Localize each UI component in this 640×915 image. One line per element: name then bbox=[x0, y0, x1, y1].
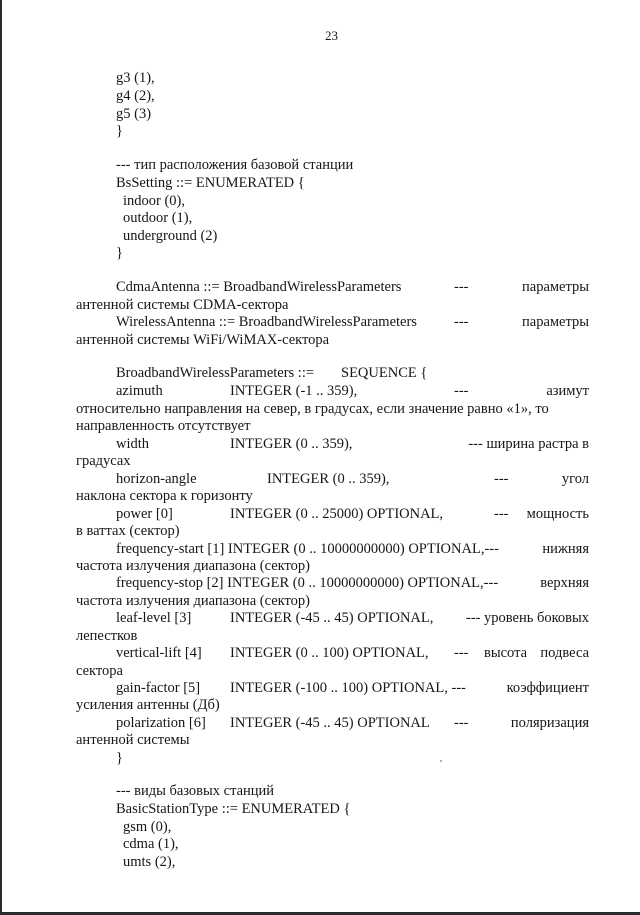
field-gain-factor: gain-factor [5] bbox=[116, 680, 201, 696]
enum-gsm: gsm (0), bbox=[123, 819, 172, 835]
scan-speck bbox=[440, 760, 442, 762]
field-polarization-type: INTEGER (-45 .. 45) OPTIONAL bbox=[230, 715, 430, 731]
cdma-antenna-dash: --- bbox=[454, 279, 469, 295]
field-frequency-start: frequency-start [1] INTEGER (0 .. 10000000000) OPTIONAL,--- bbox=[116, 541, 499, 557]
field-azimuth-comment-3: направленность отсутствует bbox=[76, 418, 251, 434]
field-horizon-angle-dash: --- bbox=[494, 471, 509, 487]
field-azimuth-type: INTEGER (-1 .. 359), bbox=[230, 383, 358, 399]
code-line-g3: g3 (1), bbox=[116, 70, 155, 86]
wireless-antenna-continued: антенной системы WiFi/WiMAX-сектора bbox=[76, 332, 330, 348]
cdma-antenna-decl: CdmaAntenna ::= BroadbandWirelessParameters bbox=[116, 279, 402, 295]
field-azimuth-dash: --- bbox=[454, 383, 469, 399]
field-power-dash: --- bbox=[494, 506, 509, 522]
page-number: 23 bbox=[325, 28, 338, 43]
field-vertical-lift-type: INTEGER (0 .. 100) OPTIONAL, bbox=[230, 645, 429, 661]
field-polarization: polarization [6] bbox=[116, 715, 206, 731]
code-line-g5: g5 (3) bbox=[116, 106, 152, 122]
field-leaf-level-comment-2: лепестков bbox=[76, 628, 138, 644]
cdma-antenna-continued: антенной системы CDMA-сектора bbox=[76, 297, 289, 313]
field-frequency-stop: frequency-stop [2] INTEGER (0 .. 10000000000) OPTIONAL,--- bbox=[116, 575, 499, 591]
field-frequency-stop-comment-2: частота излучения диапазона (сектор) bbox=[76, 593, 310, 609]
code-close-brace: } bbox=[116, 245, 123, 261]
field-power-type: INTEGER (0 .. 25000) OPTIONAL, bbox=[230, 506, 444, 522]
field-polarization-dash: --- bbox=[454, 715, 469, 731]
field-azimuth-comment-2: относительно направления на север, в градусах, если значение равно «1», то bbox=[76, 401, 549, 417]
cdma-antenna-word: параметры bbox=[522, 279, 589, 295]
field-power-comment-2: в ваттах (сектор) bbox=[76, 523, 180, 539]
field-leaf-level-comment: --- уровень боковых bbox=[465, 610, 589, 626]
wireless-antenna-dash: --- bbox=[454, 314, 469, 330]
field-frequency-start-comment-2: частота излучения диапазона (сектор) bbox=[76, 558, 310, 574]
field-frequency-stop-comment: верхняя bbox=[540, 575, 589, 591]
field-gain-factor-comment-2: усиления антенны (Дб) bbox=[76, 697, 220, 713]
field-gain-factor-type: INTEGER (-100 .. 100) OPTIONAL, --- bbox=[230, 680, 466, 696]
field-gain-factor-comment: коэффициент bbox=[506, 680, 589, 696]
field-frequency-start-comment: нижняя bbox=[542, 541, 589, 557]
enum-umts: umts (2), bbox=[123, 854, 176, 870]
field-vertical-lift-comment-2: сектора bbox=[76, 663, 123, 679]
enum-cdma: cdma (1), bbox=[123, 836, 179, 852]
field-polarization-comment-2: антенной системы bbox=[76, 732, 190, 748]
field-vertical-lift-comment: высота bbox=[484, 645, 528, 661]
field-width: width bbox=[116, 436, 150, 452]
field-power: power [0] bbox=[116, 506, 173, 522]
enum-underground: underground (2) bbox=[123, 228, 218, 244]
field-horizon-angle-comment-2: наклона сектора к горизонту bbox=[76, 488, 253, 504]
basic-station-comment: --- виды базовых станций bbox=[116, 783, 275, 799]
field-polarization-comment: поляризация bbox=[510, 715, 589, 731]
field-vertical-lift: vertical-lift [4] bbox=[116, 645, 202, 661]
field-azimuth: azimuth bbox=[116, 383, 163, 399]
scan-border-left bbox=[0, 0, 2, 915]
field-vertical-lift-dash: --- bbox=[454, 645, 469, 661]
field-horizon-angle-type: INTEGER (0 .. 359), bbox=[267, 471, 390, 487]
field-power-comment: мощность bbox=[526, 506, 589, 522]
field-leaf-level: leaf-level [3] bbox=[116, 610, 192, 626]
field-horizon-angle-comment: угол bbox=[561, 471, 589, 487]
field-width-type: INTEGER (0 .. 359), bbox=[230, 436, 353, 452]
field-width-comment: --- ширина растра в bbox=[468, 436, 589, 452]
code-close-brace: } bbox=[116, 123, 123, 139]
bs-setting-declaration: BsSetting ::= ENUMERATED { bbox=[116, 175, 305, 191]
field-vertical-lift-comment-b: подвеса bbox=[540, 645, 589, 661]
enum-indoor: indoor (0), bbox=[123, 193, 186, 209]
wireless-antenna-word: параметры bbox=[522, 314, 589, 330]
enum-outdoor: outdoor (1), bbox=[123, 210, 193, 226]
field-leaf-level-type: INTEGER (-45 .. 45) OPTIONAL, bbox=[230, 610, 434, 626]
field-horizon-angle: horizon-angle bbox=[116, 471, 197, 487]
code-close-brace: } bbox=[116, 750, 123, 766]
bs-setting-comment: --- тип расположения базовой станции bbox=[116, 157, 354, 173]
basic-station-declaration: BasicStationType ::= ENUMERATED { bbox=[116, 801, 351, 817]
bwp-declaration: BroadbandWirelessParameters ::= bbox=[116, 365, 315, 381]
code-line-g4: g4 (2), bbox=[116, 88, 155, 104]
wireless-antenna-decl: WirelessAntenna ::= BroadbandWirelessParameters bbox=[116, 314, 417, 330]
field-azimuth-comment: азимут bbox=[546, 383, 589, 399]
bwp-sequence: SEQUENCE { bbox=[341, 365, 428, 381]
field-width-comment-2: градусах bbox=[76, 453, 131, 469]
